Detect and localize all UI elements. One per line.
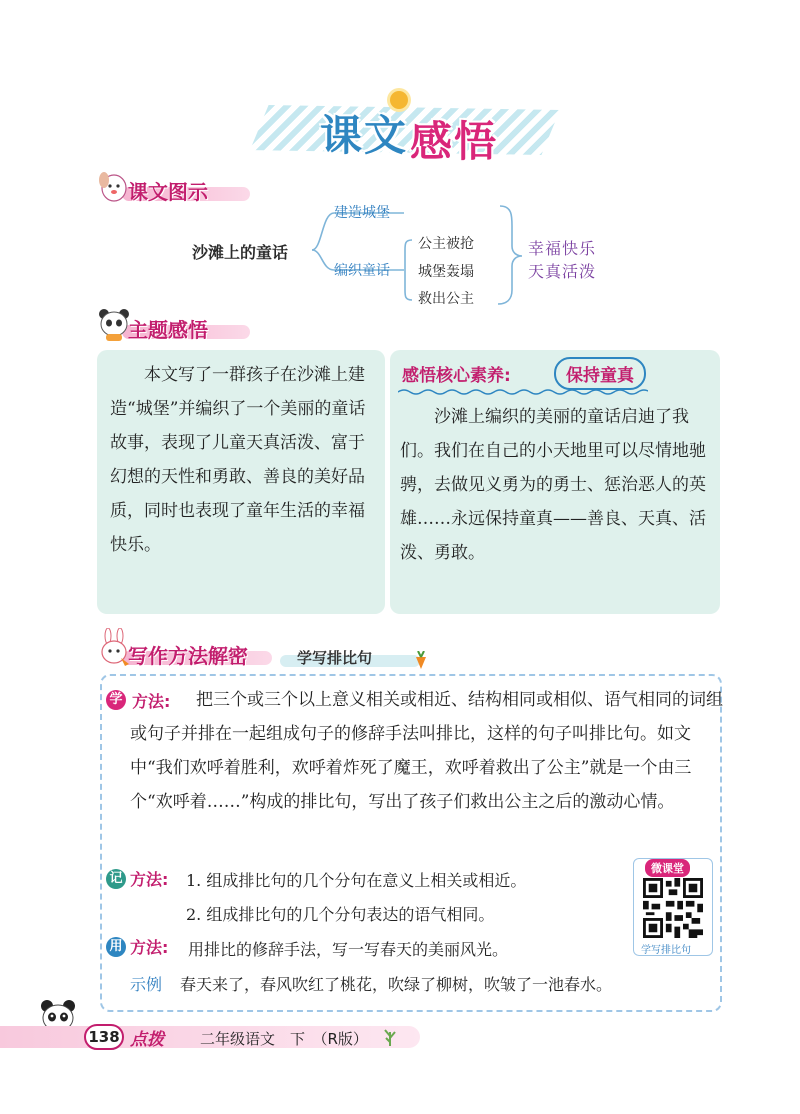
- bunny-mascot-icon: [96, 628, 132, 668]
- theme-summary-text: 本文写了一群孩子在沙滩上建造“城堡”并编织了一个美丽的童话故事，表现了儿童天真活泼、富于幻想的天性和勇敢、善良的美好品质，同时也表现了童年生活的幸福快乐。: [110, 365, 366, 555]
- core-literacy-value: 保持童真: [554, 357, 646, 390]
- footer-book-title: 二年级语文 下 （R版）: [200, 1030, 368, 1048]
- use-method-text: 用排比的修辞手法，写一写春天的美丽风光。: [188, 940, 509, 959]
- core-literacy-label: 感悟核心素养:: [402, 366, 511, 386]
- diagram-connectors: [0, 0, 800, 320]
- example-text: 春天来了，春风吹红了桃花，吹绿了柳树，吹皱了一池春水。: [180, 975, 613, 994]
- remember-method-label: 方法:: [130, 870, 169, 889]
- theme-heading-text: 主题感悟: [128, 318, 208, 342]
- diagram-result-1: 幸福快乐: [528, 239, 597, 258]
- diagram-root: 沙滩上的童话: [192, 243, 289, 262]
- wave-underline: [398, 388, 648, 396]
- diagram-result-2: 天真活泼: [528, 262, 597, 281]
- remember-badge: 记: [106, 869, 126, 889]
- learn-method-label: 方法:: [132, 692, 171, 711]
- footer-brand: 点拨: [130, 1030, 164, 1050]
- micro-lesson-caption: 学写排比句: [641, 945, 691, 956]
- micro-lesson-title: 微课堂: [645, 859, 690, 877]
- remember-item-1: 1. 组成排比句的几个分句在意义上相关或相近。: [186, 871, 527, 890]
- qr-code-icon[interactable]: [643, 878, 703, 938]
- use-badge: 用: [106, 937, 126, 957]
- theme-section-heading: [96, 310, 256, 344]
- diagram-leaf-1: 公主被抢: [418, 236, 474, 252]
- diagram-branch-build: 建造城堡: [334, 205, 390, 221]
- core-literacy-text: 沙滩上编织的美丽的童话启迪了我们。我们在自己的小天地里可以尽情地驰骋，去做见义勇为的勇士、惩治恶人的英雄……永远保持童真——善良、天真、活泼、勇敢。: [400, 407, 706, 563]
- title-part2: 感悟: [410, 117, 499, 166]
- writing-section-heading: [96, 636, 286, 670]
- writing-heading-text: 写作方法解密: [128, 644, 248, 668]
- title-part1: 课文: [320, 111, 409, 160]
- carrot-icon: [414, 651, 428, 669]
- diagram-leaf-2: 城堡轰塌: [418, 264, 474, 280]
- diagram-branch-weave: 编织童话: [334, 263, 390, 279]
- diagram-heading-text: 课文图示: [128, 180, 208, 204]
- remember-item-2: 2. 组成排比句的几个分句表达的语气相同。: [186, 905, 495, 924]
- page-number: 138: [84, 1024, 124, 1050]
- diagram-leaf-3: 救出公主: [418, 291, 474, 307]
- use-method-label: 方法:: [130, 938, 169, 957]
- learn-badge: 学: [106, 690, 126, 710]
- writing-subtitle: 学写排比句: [297, 649, 373, 667]
- example-label: 示例: [130, 975, 163, 994]
- leaf-icon: [382, 1026, 398, 1046]
- learn-method-text: 把三个或三个以上意义相关或相近、结构相同或相似、语气相同的词组或句子并排在一起组成句子的修辞手法叫排比，这样的句子叫排比句。如文中“我们欢呼着胜利，欢呼着炸死了魔王，欢呼着救出了公主”就是一个由三个“欢呼着……”构成的排比句，写出了孩子们救出公主之后的激动心情。: [130, 690, 723, 812]
- panda-mascot-icon: [96, 302, 132, 342]
